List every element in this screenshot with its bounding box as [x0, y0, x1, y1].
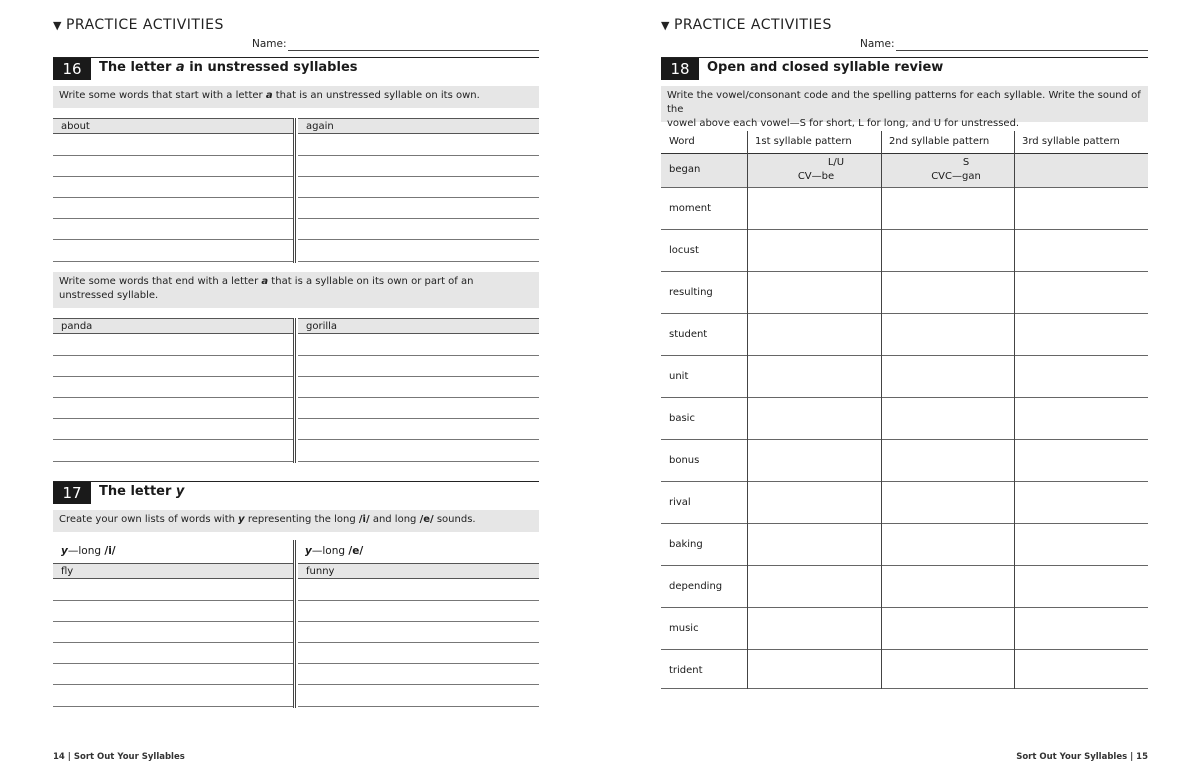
row-word: depending: [669, 581, 723, 592]
table-row[interactable]: [661, 649, 1148, 689]
word-column: [53, 118, 293, 263]
write-line[interactable]: [298, 418, 539, 419]
pattern-note: CV—be: [797, 171, 835, 182]
write-line[interactable]: [53, 439, 293, 440]
pattern-note: CVC—gan: [931, 171, 981, 182]
table-row[interactable]: [661, 229, 1148, 271]
row-word: music: [669, 623, 699, 634]
write-line[interactable]: [53, 197, 293, 198]
write-line[interactable]: [298, 642, 539, 643]
header-3rd-syllable: 3rd syllable pattern: [1022, 136, 1120, 147]
name-field[interactable]: [288, 50, 539, 51]
example-row: [661, 153, 1148, 187]
write-line[interactable]: [53, 155, 293, 156]
activity-title: Open and closed syllable review: [707, 60, 944, 75]
write-line[interactable]: [298, 439, 539, 440]
row-word: moment: [669, 203, 712, 214]
word-column: [298, 118, 539, 263]
row-word: basic: [669, 413, 695, 424]
write-line[interactable]: [53, 397, 293, 398]
column-heading-long-i: y—long /i/: [61, 545, 116, 557]
instructions: Write the vowel/consonant code and the spelling patterns for each syllable. Write the sound of the vowel above each vowel—S for short, L for long, and U for unstressed.: [661, 86, 1148, 122]
write-line[interactable]: [298, 397, 539, 398]
activity-17-header: [53, 481, 539, 504]
word-table-start-a: [53, 118, 539, 263]
instructions: Write some words that start with a letter a that is an unstressed syllable on its own.: [53, 86, 539, 108]
word-table-y: [53, 540, 539, 708]
activity-title: The letter a in unstressed syllables: [99, 60, 358, 75]
write-line[interactable]: [53, 355, 293, 356]
table-row[interactable]: [661, 439, 1148, 481]
write-line[interactable]: [53, 176, 293, 177]
column-divider: [1014, 131, 1015, 689]
row-word: locust: [669, 245, 699, 256]
section-label: ▼ PRACTICE ACTIVITIES: [661, 17, 832, 33]
write-line[interactable]: [53, 461, 293, 462]
column-divider: [881, 131, 882, 689]
column-heading-long-e: y—long /e/: [305, 545, 364, 557]
write-line[interactable]: [53, 218, 293, 219]
column-divider: [747, 131, 748, 689]
name-field[interactable]: [896, 50, 1148, 51]
vowel-sound-note: L/U: [827, 157, 845, 168]
instructions: Write some words that end with a letter a that is a syllable on its own or part of an unstressed syllable.: [53, 272, 539, 308]
row-word: began: [669, 164, 701, 175]
vowel-sound-note: S: [962, 157, 970, 168]
right-page: [600, 0, 1200, 779]
write-line[interactable]: [53, 621, 293, 622]
column-example: fly: [53, 563, 293, 579]
activity-16-header: [53, 57, 539, 80]
table-row[interactable]: [661, 397, 1148, 439]
column-example: funny: [298, 563, 539, 579]
column-divider: [293, 318, 296, 463]
row-word: unit: [669, 371, 689, 382]
column-example: panda: [53, 318, 293, 334]
write-line[interactable]: [298, 239, 539, 240]
write-line[interactable]: [53, 706, 293, 707]
word-column: [53, 563, 293, 708]
write-line[interactable]: [53, 376, 293, 377]
write-line[interactable]: [298, 155, 539, 156]
section-label: ▼ PRACTICE ACTIVITIES: [53, 17, 224, 33]
write-line[interactable]: [298, 706, 539, 707]
column-divider: [293, 118, 296, 263]
table-row[interactable]: [661, 523, 1148, 565]
table-row[interactable]: [661, 607, 1148, 649]
write-line[interactable]: [53, 600, 293, 601]
page-footer: 14 | Sort Out Your Syllables: [53, 752, 185, 762]
header-word: Word: [669, 136, 695, 147]
activity-18-header: [661, 57, 1148, 80]
row-word: rival: [669, 497, 691, 508]
table-row[interactable]: [661, 565, 1148, 607]
row-word: bonus: [669, 455, 700, 466]
write-line[interactable]: [298, 663, 539, 664]
column-divider: [293, 540, 296, 708]
name-label: Name:: [252, 38, 287, 50]
row-word: trident: [669, 665, 703, 676]
write-line[interactable]: [298, 197, 539, 198]
write-line[interactable]: [53, 261, 293, 262]
column-example: gorilla: [298, 318, 539, 334]
write-line[interactable]: [298, 176, 539, 177]
write-line[interactable]: [53, 642, 293, 643]
write-line[interactable]: [298, 621, 539, 622]
row-word: student: [669, 329, 708, 340]
activity-number: 18: [661, 58, 699, 80]
write-line[interactable]: [53, 239, 293, 240]
header-2nd-syllable: 2nd syllable pattern: [889, 136, 990, 147]
write-line[interactable]: [298, 684, 539, 685]
table-row[interactable]: [661, 481, 1148, 523]
write-line[interactable]: [298, 218, 539, 219]
page-footer: Sort Out Your Syllables | 15: [1016, 752, 1148, 762]
table-row[interactable]: [661, 313, 1148, 355]
table-row[interactable]: [661, 271, 1148, 313]
table-row[interactable]: [661, 355, 1148, 397]
word-column: [53, 318, 293, 463]
triangle-down-icon: ▼: [53, 19, 62, 32]
write-line[interactable]: [53, 418, 293, 419]
row-word: baking: [669, 539, 703, 550]
header-1st-syllable: 1st syllable pattern: [755, 136, 852, 147]
activity-title: The letter y: [99, 484, 185, 499]
activity-number: 17: [53, 482, 91, 504]
write-line[interactable]: [298, 461, 539, 462]
write-line[interactable]: [298, 261, 539, 262]
write-line[interactable]: [53, 684, 293, 685]
column-example: about: [53, 118, 293, 134]
activity-number: 16: [53, 58, 91, 80]
triangle-down-icon: ▼: [661, 19, 670, 32]
row-word: resulting: [669, 287, 713, 298]
table-row[interactable]: [661, 187, 1148, 229]
instructions: Create your own lists of words with y representing the long /i/ and long /e/ sounds.: [53, 510, 539, 532]
write-line[interactable]: [298, 376, 539, 377]
word-column: [298, 318, 539, 463]
write-line[interactable]: [298, 355, 539, 356]
word-column: [298, 563, 539, 708]
name-label: Name:: [860, 38, 895, 50]
write-line[interactable]: [298, 600, 539, 601]
word-table-end-a: [53, 318, 539, 463]
write-line[interactable]: [53, 663, 293, 664]
column-example: again: [298, 118, 539, 134]
